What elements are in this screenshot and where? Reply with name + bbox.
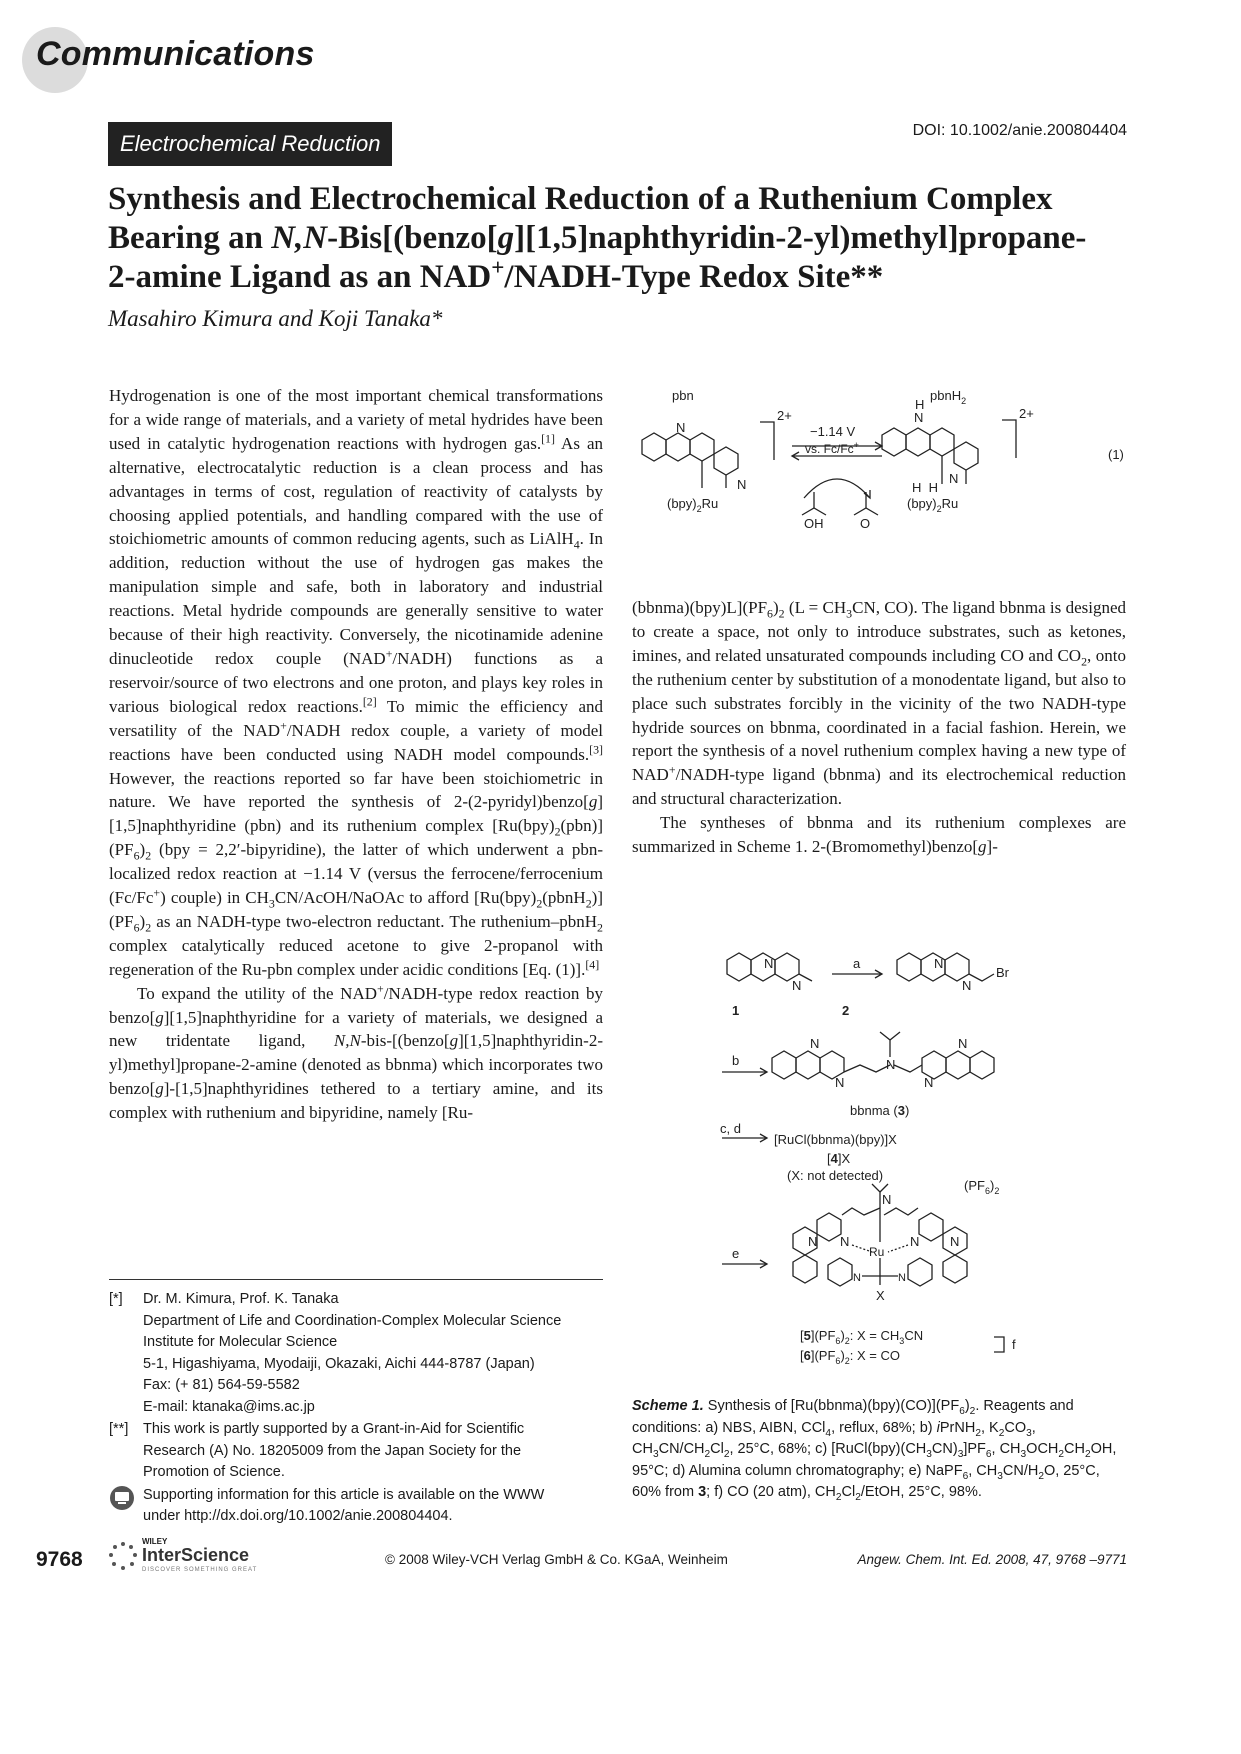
scheme-n-atom: N	[840, 1234, 850, 1249]
scheme-n-atom: N	[853, 1272, 861, 1284]
footnote-rule	[109, 1279, 603, 1280]
scheme-n-atom: N	[958, 1036, 968, 1051]
scheme-n-atom: N	[810, 1036, 820, 1051]
step-label-f: f	[1012, 1337, 1016, 1352]
compound-1-label: 1	[732, 1003, 740, 1018]
pbn-ring-a	[642, 433, 666, 461]
scheme-1-caption: Scheme 1. Synthesis of $[Ru(bbnma)(bpy)(CO)](PF_6)_2$. Reagents and conditions: a) NBS, AIBN, CCl$_4$, reflux, 68%; b) iPrNH$_2$, $K_2CO_3$, $CH_3CN/CH_2Cl_2$, 25°C, 68%; c) $[RuCl(bpy)(CH_3CN)_3]PF_6$, $CH_3OCH_2CH_2OH$, 95°C; d) Alumina column chromatography; e) NaPF$_6$, $CH_3CN/H_2O$, 25°C, 60% from 3; f) CO (20 atm), $CH_2Cl_2$/EtOH, 25°C, 98%.	[632, 1398, 1117, 1503]
step-label-cd: c, d	[720, 1121, 741, 1136]
pbnh2-pyridyl-ring	[954, 442, 978, 470]
footnote-affiliation: [*] Dr. M. Kimura, Prof. K. Tanaka Department of Life and Coordination-Complex Molecular Science Institute for Molecular Science 5-1, Higashiyama, Myodaiji, Okazaki, Aichi 444-8787 (Japan) Fax: (+ 81) 564-59-5582 E-mail: ktanaka@ims.ac.jp	[109, 1289, 609, 1418]
footnotes	[109, 1289, 609, 1529]
compound-6-label: $[6](PF_6)_2$: X = CO	[800, 1348, 901, 1366]
article-category-tag: Electrochemical Reduction	[108, 122, 392, 166]
eq-charge-right: 2+	[1019, 406, 1034, 421]
scheme-n-atom: N	[898, 1272, 906, 1284]
equation-1-scheme	[632, 380, 1132, 575]
intermediate-formula: [RuCl(bbnma)(bpy)]X	[774, 1132, 897, 1147]
equation-number: (1)	[1108, 447, 1124, 462]
pbn-ring-c	[690, 433, 714, 461]
eq-label-pbn: pbn	[672, 388, 694, 403]
compound-5-label: $[5](PF_6)_2$: $X = CH_3CN$	[800, 1328, 924, 1346]
pbnh2-ring-b	[906, 428, 930, 456]
pbnh2-ring-a	[882, 428, 906, 456]
eq-n-atom: N	[949, 471, 959, 486]
section-heading: Communications	[36, 35, 315, 73]
wiley-interscience-logo: WILEY InterScience DISCOVER SOMETHING GREAT	[108, 1537, 273, 1577]
paragraph-syntheses: The syntheses of bbnma and its ruthenium complexes are summarized in Scheme 1. 2-(Bromomethyl)benzo[g]-	[632, 813, 1126, 857]
ligand-x-label: X	[876, 1288, 885, 1303]
eq-charge-left: 2+	[777, 408, 792, 423]
paragraph-design: To expand the utility of the NAD+/NADH-type redox reaction by benzo[g][1,5]naphthyridine for a variety of materials, we designed a new tridentate ligand, N,N-bis-[(benzo[g][1,5]naphthyridin-2-yl)methyl]propane-2-amine (denoted as bbnma) which incorporates two benzo[g]-[1,5]naphthyridines tethered to a tertiary amine, and its complex with ruthenium and bipyridine, namely [Ru-	[109, 981, 604, 1123]
scheme-1-figure	[632, 940, 1132, 1390]
citation-ref-2[interactable]: [2]	[362, 694, 377, 709]
article-title: Synthesis and Electrochemical Reduction of a Ruthenium Complex Bearing an N,N-Bis[(benzo[g][1,5]naphthyridin-2-yl)methyl]propane- 2-amine Ligand as an NAD+/NADH-Type Redox Site**	[108, 181, 1087, 295]
not-detected-note: (X: not detected)	[787, 1168, 884, 1183]
eq-label-pbnh2: pbnH$_2$	[930, 388, 967, 406]
scheme-n-atom: N	[924, 1075, 934, 1090]
scheme-n-atom: N	[835, 1075, 845, 1090]
compound-3-label: bbnma (3)	[850, 1103, 910, 1118]
eq-reference: vs. Fc/Fc+	[805, 440, 859, 456]
scheme-n-atom: N	[950, 1234, 960, 1249]
interscience-burst-icon	[108, 1541, 138, 1571]
eq-n-atom: N	[737, 477, 747, 492]
eq-n-atom: N	[676, 420, 686, 435]
eq-ru-left: $(bpy)_2Ru$	[667, 496, 719, 514]
scheme-n-atom: N	[910, 1234, 920, 1249]
eq-o: O	[860, 516, 871, 531]
pbn-pyridyl-ring	[714, 447, 738, 475]
eq-oh: OH	[804, 516, 824, 531]
paragraph-ligand: $(bbnma)(bpy)L](PF_6)_2$ ($L = CH_3CN$, CO). The ligand bbnma is designed to create a space, not only to introduce substrates, such as ketones, imines, and related unsaturated compounds including CO and $CO_2$, onto the ruthenium center by substitution of a monodentate ligand, but also to place such substrates forcibly in the vicinity of the two NADH-type hydride sources on bbnma, coordinated in a facial fashion. Herein, we report the synthesis of a novel ruthenium complex having a new type of NAD+/NADH-type ligand (bbnma) and its electrochemical reduction and structural characterization.	[632, 598, 1126, 809]
journal-citation: Angew. Chem. Int. Ed. 2008, 47, 9768 –9771	[857, 1552, 1127, 1567]
citation-ref-3[interactable]: [3]	[589, 741, 603, 756]
scheme-n-atom: N	[882, 1192, 892, 1207]
eq-h-atom: H	[915, 397, 925, 412]
scheme-n-atom: N	[808, 1234, 818, 1249]
paragraph-intro: Hydrogenation is one of the most important chemical transformations for a wide range of materials, and a variety of metal hydrides have been used in catalytic hydrogenation reactions with hydrogen gas.[1] As an alternative, electrocatalytic reduction is a clean process and has advantages in terms of cost, regulation of reactivity of catalysts by choosing applied potentials, and handling compared with the use of stoichiometric amounts of common reducing agents, such as LiAlH$_4$. In addition, reduction without the use of hydrogen gas makes the manipulation simple and safe, both in laboratory and industrial reactions. Metal hydride compounds are generally sensitive to water because of their high reactivity. Conversely, the nicotinamide adenine dinucleotide redox couple (NAD+/NADH) functions as a reservoir/source of two electrons and one proton, and plays key roles in various biological redox reactions.[2] To mimic the efficiency and versatility of the NAD+/NADH redox couple, a variety of model reactions have been conducted using NADH model compounds.[3] However, the reactions reported so far have been stoichiometric in nature. We have reported the synthesis of 2-(2-pyridyl)benzo[g][1,5]naphthyridine (pbn) and its ruthenium complex $[Ru(bpy)_2(pbn)](PF_6)_2$ (bpy = 2,2′-bipyridine), the latter of which underwent a pbn-localized redox reaction at −1.14 V (versus the ferrocene/ferrocenium (Fc/Fc+) couple) in $CH_3CN/AcOH$/NaOAc to afford $[Ru(bpy)_2(pbnH_2)](PF_6)_2$ as an NADH-type two-electron reductant. The ruthenium–pbnH$_2$ complex catalytically reduced acetone to give 2-propanol with regeneration of the Ru-pbn complex under acidic conditions [Eq. (1)].[4]	[109, 386, 604, 979]
footnote-supporting-info: Supporting information for this article is available on the WWW under http://dx.doi.org/10.1002/anie.200804404.	[109, 1485, 609, 1528]
step-label-a: a	[853, 956, 861, 971]
page-number: 9768	[36, 1548, 83, 1571]
scheme-n-atom: N	[792, 978, 802, 993]
scheme-n-atom: N	[764, 956, 774, 971]
authors: Masahiro Kimura and Koji Tanaka*	[108, 306, 443, 331]
scheme-n-atom: N	[934, 956, 944, 971]
footnote-funding: [**] This work is partly supported by a Grant-in-Aid for Scientific Research (A) No. 18205009 from the Japan Society for the Promotion of Science.	[109, 1421, 525, 1480]
body-right-column	[632, 596, 1126, 859]
scheme-n-atom: N	[962, 978, 972, 993]
compound-2-label: 2	[842, 1003, 850, 1018]
counterion-label: $(PF_6)_2$	[964, 1178, 1000, 1196]
body-left-column	[109, 384, 603, 1125]
scheme-n-atom: N	[886, 1057, 896, 1072]
eq-n-atom: N	[914, 410, 924, 425]
copyright: © 2008 Wiley-VCH Verlag GmbH & Co. KGaA, Weinheim	[385, 1552, 728, 1567]
eq-hh: H H	[912, 480, 938, 495]
compound-4-label: [4]X	[827, 1151, 851, 1166]
ruthenium-label: Ru	[869, 1245, 885, 1259]
pbnh2-ring-c	[930, 428, 954, 456]
bromine-label: Br	[996, 965, 1009, 980]
doi[interactable]: DOI: 10.1002/anie.200804404	[912, 122, 1127, 139]
eq-potential: −1.14 V	[810, 424, 856, 439]
eq-ru-right: $(bpy)_2Ru$	[907, 496, 959, 514]
contact-email[interactable]: E-mail: ktanaka@ims.ac.jp	[143, 1398, 315, 1415]
citation-ref-1[interactable]: [1]	[541, 431, 555, 446]
step-label-b: b	[732, 1053, 740, 1068]
citation-ref-4[interactable]: [4]	[585, 957, 600, 972]
supporting-info-link[interactable]: under http://dx.doi.org/10.1002/anie.200804404.	[143, 1508, 453, 1524]
computer-monitor-icon	[109, 1485, 135, 1511]
step-label-e: e	[732, 1246, 740, 1261]
pbn-ring-b	[666, 433, 690, 461]
